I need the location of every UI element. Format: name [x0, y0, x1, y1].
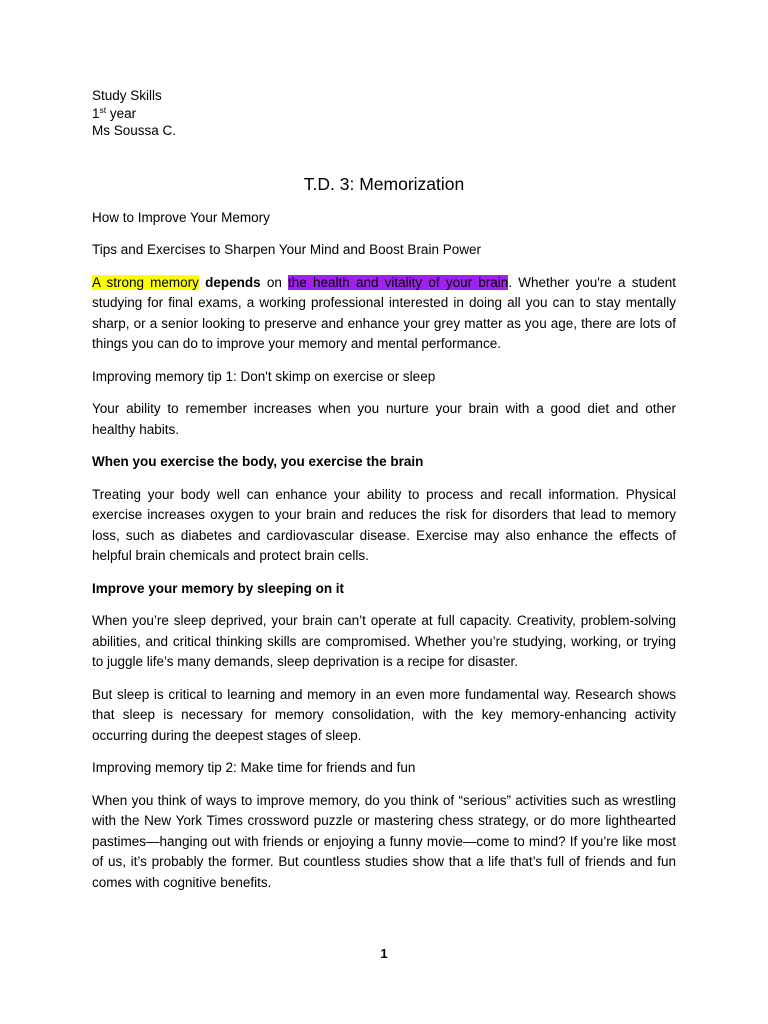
sleep-paragraph-1: When you’re sleep deprived, your brain can’t operate at full capacity. Creativity, problem-solving abilities, and critical thinking skills are compromised. Whether you’re studying, working, or trying to juggle life’s many demands, sleep deprivation is a recipe for disaster. — [92, 613, 676, 669]
teacher-name: Ms Soussa C. — [92, 123, 177, 138]
highlight-strong-memory: A strong memory — [92, 274, 199, 290]
tip2-paragraph: When you think of ways to improve memory, do you think of “serious” activities such as wrestling with the New York Times crossword puzzle or mastering chess strategy, or do more lighthearted pastimes—hanging out with friends or enjoying a funny movie—come to mind? If you’re like most of us, it’s probably the former. But countless studies show that a life that’s full of friends and fun comes with cognitive benefits. — [92, 792, 676, 890]
tip2-heading: Improving memory tip 2: Make time for friends and fun — [92, 760, 416, 775]
tip1-heading: Improving memory tip 1: Don't skimp on exercise or sleep — [92, 368, 436, 384]
exercise-paragraph: Treating your body well can enhance your ability to process and recall information. Physical exercise increases oxygen to your brain and reduces the risk for disorders that lead to memory loss, such as diabetes and cardiovascular disease. Exercise may also enhance the effects of helpful brain chemicals and protect brain cells. — [92, 486, 676, 563]
tagline: Tips and Exercises to Sharpen Your Mind and Boost Brain Power — [92, 242, 481, 257]
course-year — [92, 105, 676, 123]
year-number: 1 — [92, 105, 100, 121]
intro-paragraph — [92, 273, 676, 355]
document-title: T.D. 3: Memorization — [303, 173, 465, 194]
sleep-heading: Improve your memory by sleeping on it — [92, 580, 345, 596]
page-number: 1 — [380, 946, 388, 961]
page-content — [92, 87, 676, 893]
subtitle: How to Improve Your Memory — [92, 209, 270, 225]
year-suffix: st — [99, 104, 107, 115]
exercise-heading: When you exercise the body, you exercise the brain — [92, 454, 424, 469]
year-word: year — [106, 105, 137, 121]
intro-rest: . Whether you're a student studying for final exams, a working professional interested in doing all you can to stay mentally sharp, or a senior looking to preserve and enhance your grey matter as you age, there are lots of things you can do to improve your memory and mental performance. — [92, 274, 676, 351]
course-name: Study Skills — [92, 88, 162, 103]
intro-connector: on — [260, 274, 289, 290]
tip1-paragraph: Your ability to remember increases when you nurture your brain with a good diet and other healthy habits. — [92, 401, 676, 437]
bold-depends: depends — [198, 274, 261, 290]
sleep-paragraph-2: But sleep is critical to learning and memory in an even more fundamental way. Research shows that sleep is necessary for memory consolidation, with the key memory-enhancing activity occurring during the deepest stages of sleep. — [92, 686, 676, 743]
highlight-brain-health: the health and vitality of your brain — [288, 274, 509, 290]
